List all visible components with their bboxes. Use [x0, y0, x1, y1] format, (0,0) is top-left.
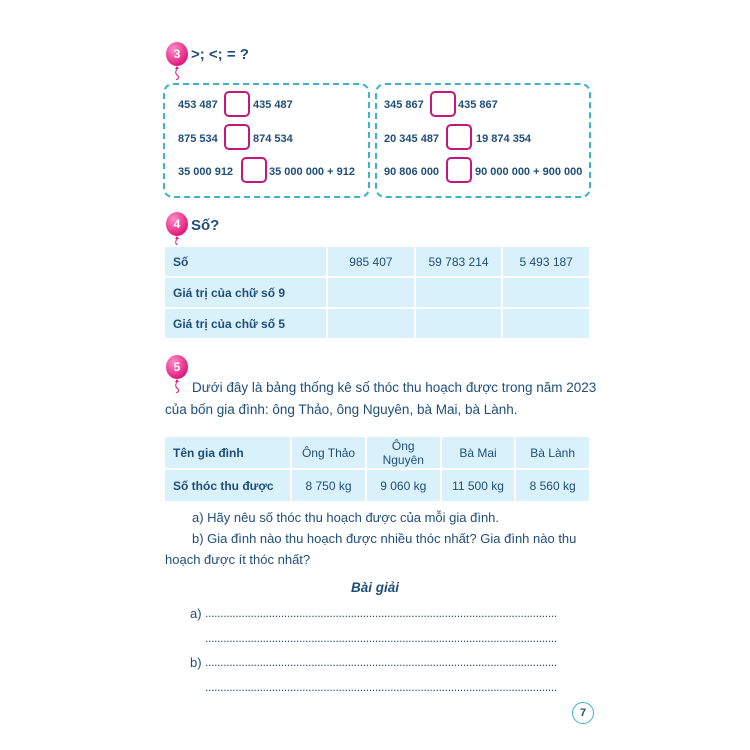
family-name-cell: Ông Nguyên: [366, 436, 441, 469]
exercise-5-number: 5: [173, 360, 181, 374]
question-b-line-2: hoạch được ít thóc nhất?: [165, 552, 311, 567]
row-label-digit-9: Giá trị của chữ số 9: [164, 277, 327, 308]
table-row: [164, 436, 590, 469]
answer-a-line-2[interactable]: ....................................................................................................................: [205, 631, 557, 645]
answer-cell[interactable]: [415, 277, 503, 308]
answer-box-right-1[interactable]: [430, 91, 456, 117]
family-name-cell: Bà Lành: [515, 436, 590, 469]
table-row: [164, 308, 590, 339]
balloon-icon-5: [163, 355, 191, 393]
answer-box-left-2[interactable]: [224, 124, 250, 150]
answer-cell[interactable]: [327, 277, 415, 308]
answer-b-line-2[interactable]: ....................................................................................................................: [205, 680, 557, 694]
intro-line-2: của bốn gia đình: ông Thảo, ông Nguyên, bà Mai, bà Lành.: [165, 402, 518, 417]
answer-cell[interactable]: [327, 308, 415, 339]
compare-left-2-b: 874 534: [253, 133, 293, 145]
exercise-4-number: 4: [173, 217, 181, 231]
answer-b-label: b): [190, 655, 202, 670]
page-number: 7: [572, 702, 594, 724]
family-name-cell: Bà Mai: [441, 436, 516, 469]
answer-b-line-1[interactable]: ....................................................................................................................: [205, 655, 557, 669]
number-cell: 5 493 187: [502, 246, 590, 277]
rice-amount-cell: 9 060 kg: [366, 469, 441, 502]
answer-box-right-2[interactable]: [446, 124, 472, 150]
compare-left-1-a: 453 487: [178, 99, 218, 111]
compare-left-1-b: 435 487: [253, 99, 293, 111]
number-cell: 59 783 214: [415, 246, 503, 277]
compare-left-2-a: 875 534: [178, 133, 218, 145]
compare-right-3-a: 90 806 000: [384, 166, 440, 178]
compare-right-1-b: 435 867: [458, 99, 498, 111]
table-row: [164, 469, 590, 502]
family-name-cell: Ông Thảo: [291, 436, 366, 469]
question-b-line-1: b) Gia đình nào thu hoạch được nhiều thóc nhất? Gia đình nào thu: [192, 531, 577, 546]
answer-box-right-3[interactable]: [446, 157, 472, 183]
exercise-4-title: Số?: [191, 217, 220, 234]
balloon-icon-3: [163, 42, 191, 80]
answer-box-left-3[interactable]: [241, 157, 267, 183]
rice-amount-cell: 11 500 kg: [441, 469, 516, 502]
compare-right-1-a: 345 867: [384, 99, 424, 111]
table-row: [164, 277, 590, 308]
exercise-3-title: >; <; = ?: [191, 46, 249, 63]
compare-left-3-a: 35 000 912: [178, 166, 234, 178]
table-row: [164, 246, 590, 277]
answer-cell[interactable]: [502, 308, 590, 339]
number-cell: 985 407: [327, 246, 415, 277]
header-family-name: Tên gia đình: [164, 436, 291, 469]
answer-a-line-1[interactable]: ....................................................................................................................: [205, 606, 557, 620]
digit-value-table: [163, 245, 591, 340]
row-label-digit-5: Giá trị của chữ số 5: [164, 308, 327, 339]
question-a: a) Hãy nêu số thóc thu hoạch được của mỗi gia đình.: [192, 510, 500, 525]
answer-cell[interactable]: [502, 277, 590, 308]
answer-box-left-1[interactable]: [224, 91, 250, 117]
header-rice-amount: Số thóc thu được: [164, 469, 291, 502]
rice-amount-cell: 8 750 kg: [291, 469, 366, 502]
rice-harvest-table: [163, 435, 591, 503]
compare-left-3-b: 35 000 000 + 912: [269, 166, 355, 178]
compare-right-2-b: 19 874 354: [476, 133, 532, 145]
solution-title: Bài giải: [350, 580, 399, 595]
compare-right-2-a: 20 345 487: [384, 133, 440, 145]
exercise-3-number: 3: [173, 47, 181, 61]
answer-cell[interactable]: [415, 308, 503, 339]
answer-a-label: a): [190, 606, 202, 621]
compare-right-3-b: 90 000 000 + 900 000: [475, 166, 583, 178]
intro-line-1: Dưới đây là bảng thống kê số thóc thu hoạch được trong năm 2023: [192, 380, 597, 395]
row-label-so: Số: [164, 246, 327, 277]
rice-amount-cell: 8 560 kg: [515, 469, 590, 502]
